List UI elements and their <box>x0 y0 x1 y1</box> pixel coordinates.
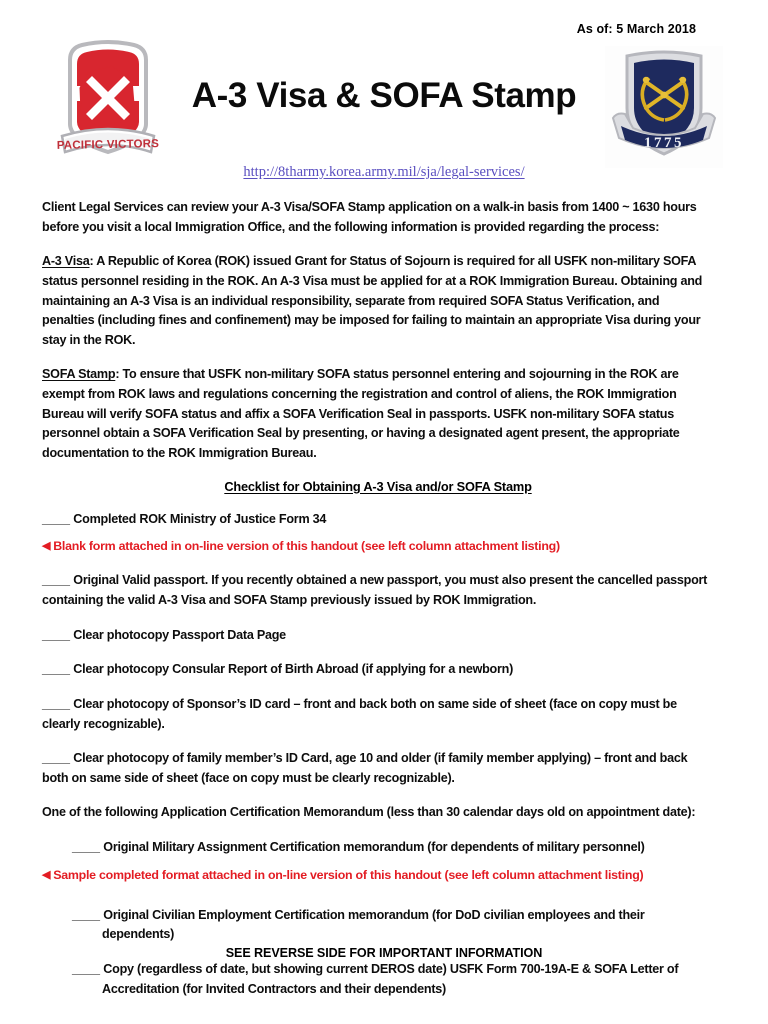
reverse-side-note: SEE REVERSE SIDE FOR IMPORTANT INFORMATION <box>225 946 543 960</box>
crest-motto-text: PACIFIC VICTORS <box>56 138 160 152</box>
left-triangle-icon: ◀ <box>42 540 51 553</box>
checklist-item <box>42 510 714 530</box>
blank-line: ____ <box>42 573 71 588</box>
sofa-stamp-text: : To ensure that USFK non-military SOFA status personnel entering and sojourning in the ROK are exempt from ROK laws and regulations concerning the registration and control of aliens, the ROK Immigration Bureau will verify SOFA status and affix a SOFA Verification Seal in passports. USFK non-military SOFA status personnel obtain a SOFA Verification Seal by presenting, or having a designated agent present, the appropriate documentation to the ROK Immigration Bureau. <box>42 367 680 461</box>
checklist-item <box>42 660 714 680</box>
legal-services-link[interactable]: http://8tharmy.korea.army.mil/sja/legal-services/ <box>243 164 525 180</box>
checklist-item-label: Clear photocopy Passport Data Page <box>73 627 286 642</box>
checklist-item <box>42 571 714 610</box>
intro-paragraph: Client Legal Services can review your A-3 Visa/SOFA Stamp application on a walk-in basis from 1400 ~ 1630 hours before you visit a local Immigration Office, and the following information is provided regarding the process: <box>42 200 697 234</box>
checklist-item <box>42 749 714 788</box>
a3-visa-paragraph <box>42 252 714 350</box>
blank-line: ____ <box>42 751 71 766</box>
memorandum-item-label: Original Civilian Employment Certification memorandum (for DoD civilian employees and their dependents) <box>102 907 645 942</box>
checklist-item <box>42 626 714 646</box>
blank-line: ____ <box>72 907 101 922</box>
memorandum-item-label: Original Military Assignment Certification memorandum (for dependents of military personnel) <box>103 840 645 855</box>
blank-line: ____ <box>42 662 71 677</box>
blank-line: ____ <box>42 696 71 711</box>
checklist-item-label: Clear photocopy of Sponsor’s ID card – front and back both on same side of sheet (face on copy must be clearly recognizable). <box>42 696 677 731</box>
blank-line: ____ <box>72 961 101 976</box>
sofa-stamp-paragraph <box>42 365 714 463</box>
crest-year-text: 1775 <box>644 135 684 151</box>
a3-visa-text: : A Republic of Korea (ROK) issued Grant for Status of Sojourn is required for all USFK non-military SOFA status personnel residing in the ROK. An A-3 Visa must be applied for at a ROK Immigration Bureau. Obtaining and maintaining an A-3 Visa is an individual responsibility, separate from required SOFA Status Verification, and penalties (including fines and confinement) may be imposed for failing to maintain an appropriate Visa during your stay in the ROK. <box>42 254 703 347</box>
checklist-item-label: Clear photocopy of family member’s ID Card, age 10 and older (if family member applying) – front and back both on same side of sheet (face on copy must be clearly recognizable). <box>42 751 688 785</box>
as-of-date: As of: 5 March 2018 <box>576 22 696 36</box>
document-body <box>42 198 714 1008</box>
blank-line: ____ <box>72 840 101 855</box>
memorandum-item-label: Copy (regardless of date, but showing current DEROS date) USFK Form 700-19A-E & SOFA Letter of Accreditation (for Invited Contractors and their dependents) <box>102 961 679 996</box>
memorandum-note <box>42 867 714 885</box>
checklist-item-label: Completed ROK Ministry of Justice Form 34 <box>73 511 327 526</box>
memorandum-item <box>72 838 714 858</box>
blank-line: ____ <box>42 627 71 642</box>
memorandum-intro: One of the following Application Certification Memorandum (less than 30 calendar days old on appointment date): <box>42 805 696 820</box>
sofa-stamp-label: SOFA Stamp <box>42 367 116 382</box>
checklist-note-label: Blank form attached in on-line version of this handout (see left column attachment listing) <box>53 539 560 554</box>
memorandum-item <box>72 960 714 999</box>
checklist-note <box>42 538 714 556</box>
checklist-item-label: Original Valid passport. If you recently obtained a new passport, you must also present the cancelled passport containing the valid A-3 Visa and SOFA Stamp previously issued by ROK Immigration. <box>42 573 708 607</box>
memorandum-note-label: Sample completed format attached in on-line version of this handout (see left column attachment listing) <box>53 867 644 882</box>
checklist-heading: Checklist for Obtaining A-3 Visa and/or SOFA Stamp <box>224 478 532 494</box>
page-title: A-3 Visa & SOFA Stamp <box>191 76 577 115</box>
checklist-item <box>42 695 714 734</box>
a3-visa-label: A-3 Visa <box>42 254 90 269</box>
memorandum-item <box>72 906 714 945</box>
blank-line: ____ <box>42 511 71 526</box>
checklist-item-label: Clear photocopy Consular Report of Birth Abroad (if applying for a newborn) <box>73 662 514 677</box>
left-triangle-icon: ◀ <box>42 868 51 881</box>
